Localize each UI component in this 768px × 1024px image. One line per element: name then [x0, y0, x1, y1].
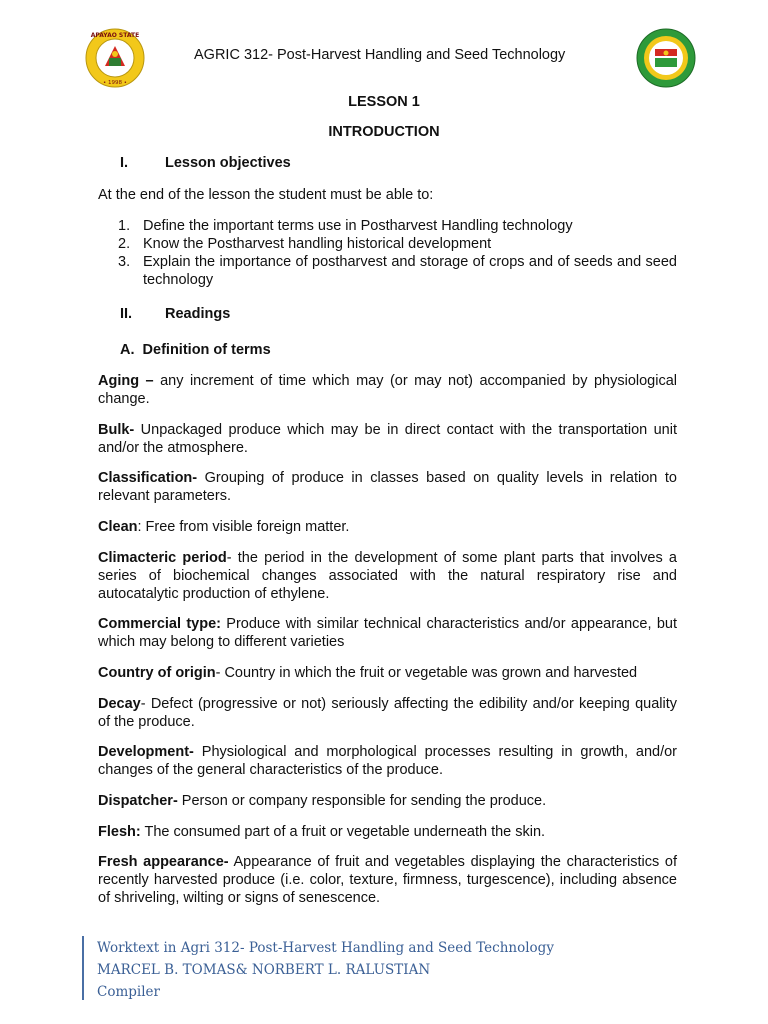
definition-term: Fresh appearance-	[98, 854, 229, 870]
svg-text:APAYAO STATE: APAYAO STATE	[90, 32, 140, 39]
section-heading-readings	[120, 306, 230, 322]
definition-term: Climacteric period	[98, 550, 227, 566]
footer-worktext-title: Worktext in Agri 312- Post-Harvest Handling and Seed Technology	[97, 940, 554, 956]
footer-authors: MARCEL B. TOMAS& NORBERT L. RALUSTIAN	[97, 962, 431, 978]
definition-item	[98, 853, 677, 907]
lesson-number: LESSON 1	[348, 94, 420, 110]
lesson-title: INTRODUCTION	[328, 124, 440, 140]
definition-text: - Defect (progressive or not) seriously affecting the edibility and/or keeping quality of the produce.	[98, 696, 677, 730]
section-number: II.	[120, 306, 133, 322]
definition-text: : Free from visible foreign matter.	[137, 519, 350, 535]
footer-accent-bar	[82, 936, 84, 1000]
definition-text: - Country in which the fruit or vegetable was grown and harvested	[215, 665, 638, 681]
section-heading-objectives	[120, 155, 291, 171]
definition-item	[98, 664, 677, 682]
college-seal-logo	[79, 28, 151, 88]
footer-role: Compiler	[97, 984, 160, 1000]
definition-term: Decay	[98, 696, 141, 712]
definition-item	[98, 695, 677, 731]
page-footer	[97, 937, 554, 1003]
definition-term: Country of origin	[98, 665, 216, 681]
definition-text: Person or company responsible for sending the produce.	[177, 793, 547, 809]
definition-item	[98, 743, 677, 779]
page-header	[0, 28, 768, 88]
definition-term: Flesh:	[98, 824, 141, 840]
definition-text: The consumed part of a fruit or vegetable underneath the skin.	[140, 824, 546, 840]
definition-item	[98, 792, 677, 810]
objectives-list	[118, 217, 677, 289]
definition-text: Physiological and morphological processes resulting in growth, and/or changes of the general characteristics of the produce.	[98, 744, 677, 778]
definition-text: Grouping of produce in classes based on quality levels in relation to relevant parameters.	[98, 470, 677, 504]
course-title: AGRIC 312- Post-Harvest Handling and Seed Technology	[194, 47, 566, 63]
section-number: I.	[120, 155, 129, 171]
definition-text: Appearance of fruit and vegetables displaying the characteristics of recently harvested produce (i.e. color, texture, firmness, turgescence), including absence of shriveling, wilting or signs of senescence.	[98, 854, 677, 906]
svg-text:• 1998 •: • 1998 •	[103, 80, 127, 86]
definition-item	[98, 421, 677, 457]
section-title: Readings	[165, 306, 231, 322]
definition-term: Dispatcher-	[98, 793, 178, 809]
definition-text: - the period in the development of some plant parts that involves a series of biochemical changes associated with the natural respiratory rise and autocatalytic production of ethylene.	[98, 550, 677, 602]
definition-item	[98, 372, 677, 408]
list-item: 2. Know the Postharvest handling historical development	[118, 236, 492, 252]
definition-item	[98, 823, 677, 841]
definition-item	[98, 469, 677, 505]
definition-term: Classification-	[98, 470, 198, 486]
definition-item	[98, 518, 677, 536]
definition-term: Bulk-	[98, 422, 135, 438]
list-item: 3. Explain the importance of postharvest and storage of crops and of seeds and seed technology	[118, 254, 677, 288]
definition-term: Aging –	[98, 373, 154, 389]
section-title: Lesson objectives	[165, 155, 291, 171]
objectives-intro: At the end of the lesson the student must be able to:	[98, 187, 434, 203]
definition-text: Produce with similar technical characteristics and/or appearance, but which may belong to different varieties	[98, 616, 677, 650]
definition-text: any increment of time which may (or may not) accompanied by physiological change.	[98, 373, 677, 407]
definition-item	[98, 549, 677, 603]
definition-item	[98, 615, 677, 651]
subsection-heading: A. Definition of terms	[120, 342, 271, 358]
definition-term: Commercial type:	[98, 616, 221, 632]
definition-term: Development-	[98, 744, 194, 760]
list-item: 1. Define the important terms use in Postharvest Handling technology	[118, 218, 573, 234]
department-seal-logo	[633, 28, 699, 88]
definition-text: Unpackaged produce which may be in direct contact with the transportation unit and/or the atmosphere.	[98, 422, 677, 456]
definition-term: Clean	[98, 519, 138, 535]
